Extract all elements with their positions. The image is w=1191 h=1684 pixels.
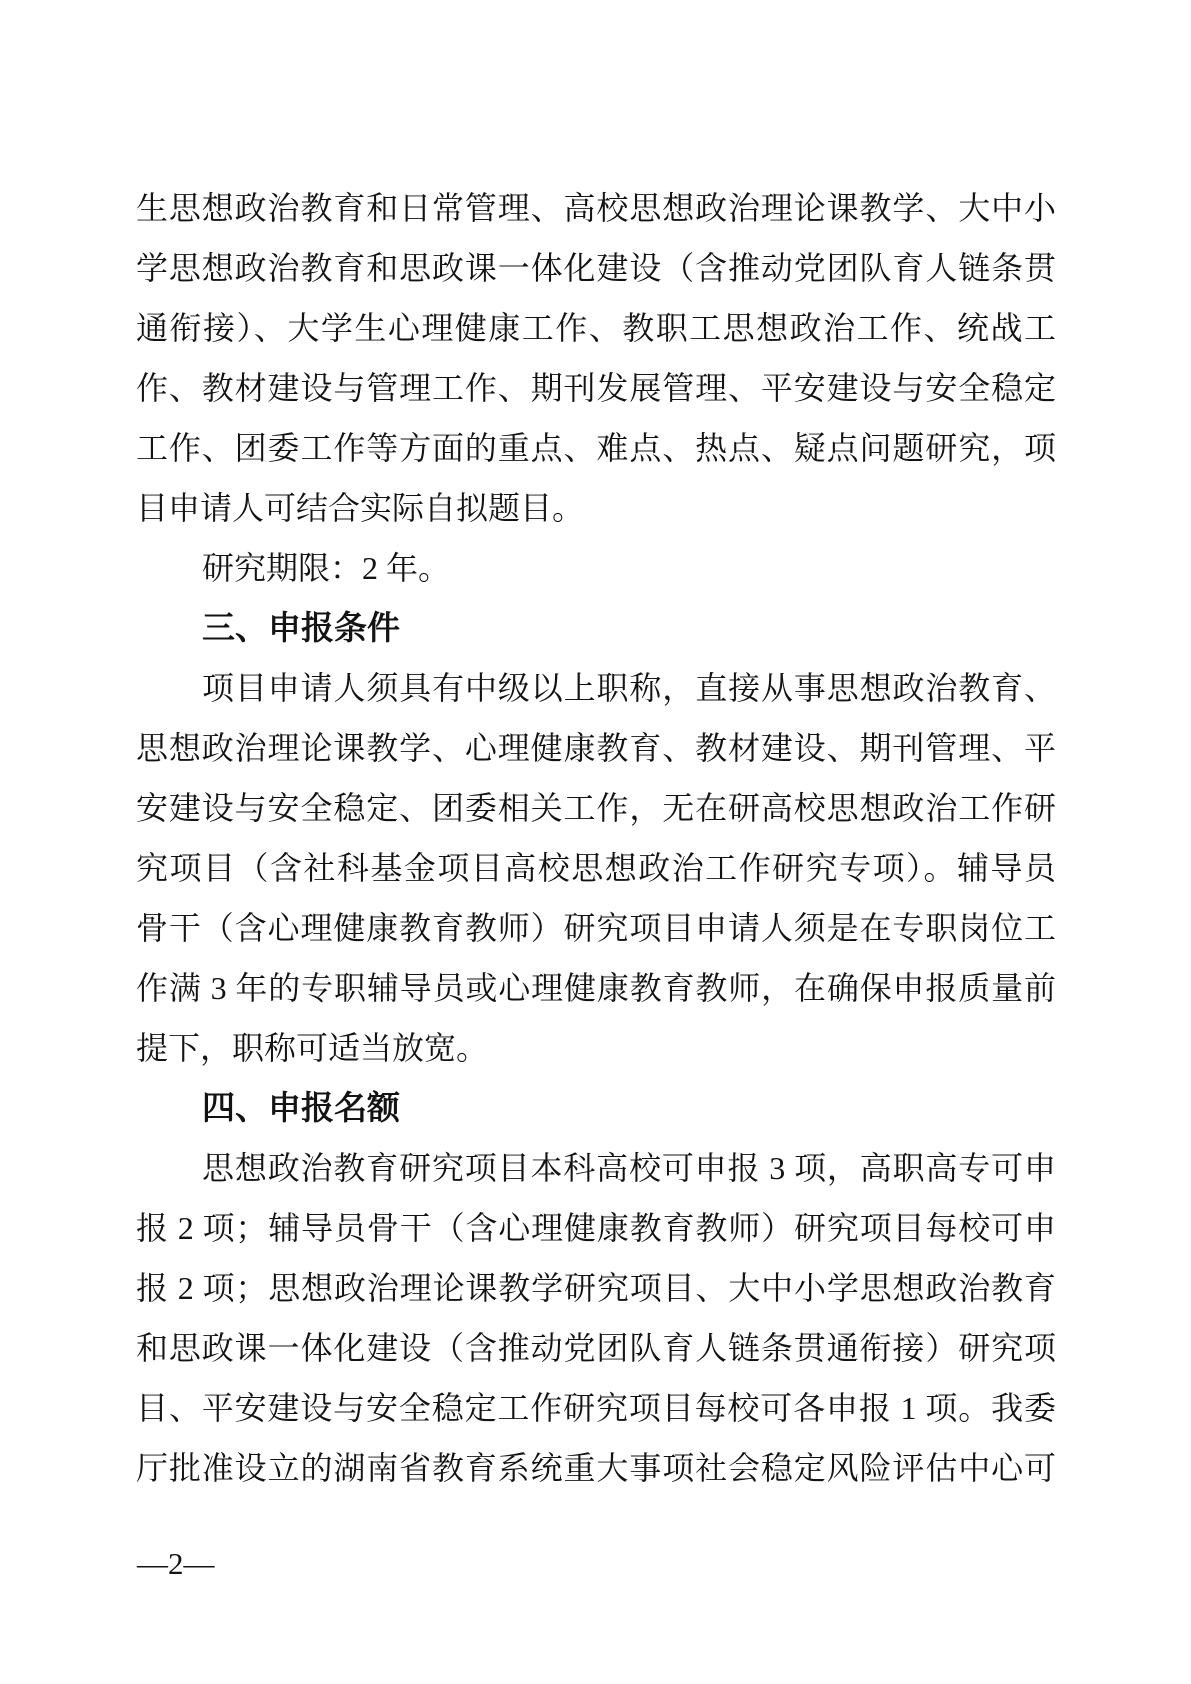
text-line: 思想政治理论课教学、心理健康教育、教材建设、期刊管理、平: [136, 730, 1056, 766]
document-body: [136, 178, 1056, 1498]
section-heading-application-conditions: [136, 598, 1056, 658]
text-line: 通衔接）、大学生心理健康工作、教职工思想政治工作、统战工: [136, 310, 1056, 346]
text-line: 厅批准设立的湖南省教育系统重大事项社会稳定风险评估中心可: [136, 1450, 1056, 1486]
text-line: 报 2 项；辅导员骨干（含心理健康教育教师）研究项目每校可申: [136, 1210, 1056, 1246]
paragraph-continuation: [136, 178, 1056, 538]
text-line: 作、教材建设与管理工作、期刊发展管理、平安建设与安全稳定: [136, 370, 1056, 406]
text-line: 究项目（含社科基金项目高校思想政治工作研究专项）。辅导员: [136, 850, 1056, 886]
section-heading-application-quota: [136, 1078, 1056, 1138]
text-line: 目、平安建设与安全稳定工作研究项目每校可各申报 1 项。我委: [136, 1390, 1056, 1426]
paragraph-application-quota: [136, 1138, 1056, 1498]
text-line: 骨干（含心理健康教育教师）研究项目申请人须是在专职岗位工: [136, 910, 1056, 946]
text-line: 安建设与安全稳定、团委相关工作，无在研高校思想政治工作研: [136, 790, 1056, 826]
heading-text: 三、申报条件: [202, 609, 400, 646]
text-line: 研究期限：2 年。: [202, 550, 451, 586]
text-line: 和思政课一体化建设（含推动党团队育人链条贯通衔接）研究项: [136, 1330, 1056, 1366]
text-line: 作满 3 年的专职辅导员或心理健康教育教师，在确保申报质量前: [136, 970, 1056, 1006]
text-line: 目申请人可结合实际自拟题目。: [136, 490, 585, 526]
text-line: 项目申请人须具有中级以上职称，直接从事思想政治教育、: [202, 670, 1056, 706]
text-line: 思想政治教育研究项目本科高校可申报 3 项，高职高专可申: [202, 1150, 1056, 1186]
paragraph-research-period: [136, 538, 1056, 598]
text-line: 提下，职称可适当放宽。: [136, 1030, 489, 1066]
text-line: 工作、团委工作等方面的重点、难点、热点、疑点问题研究，项: [136, 430, 1056, 466]
text-line: 生思想政治教育和日常管理、高校思想政治理论课教学、大中小: [136, 190, 1056, 226]
text-line: 学思想政治教育和思政课一体化建设（含推动党团队育人链条贯: [136, 250, 1056, 286]
heading-text: 四、申报名额: [202, 1089, 400, 1126]
paragraph-application-conditions: [136, 658, 1056, 1078]
text-line: 报 2 项；思想政治理论课教学研究项目、大中小学思想政治教育: [136, 1270, 1056, 1306]
page-number: —2—: [137, 1546, 215, 1581]
